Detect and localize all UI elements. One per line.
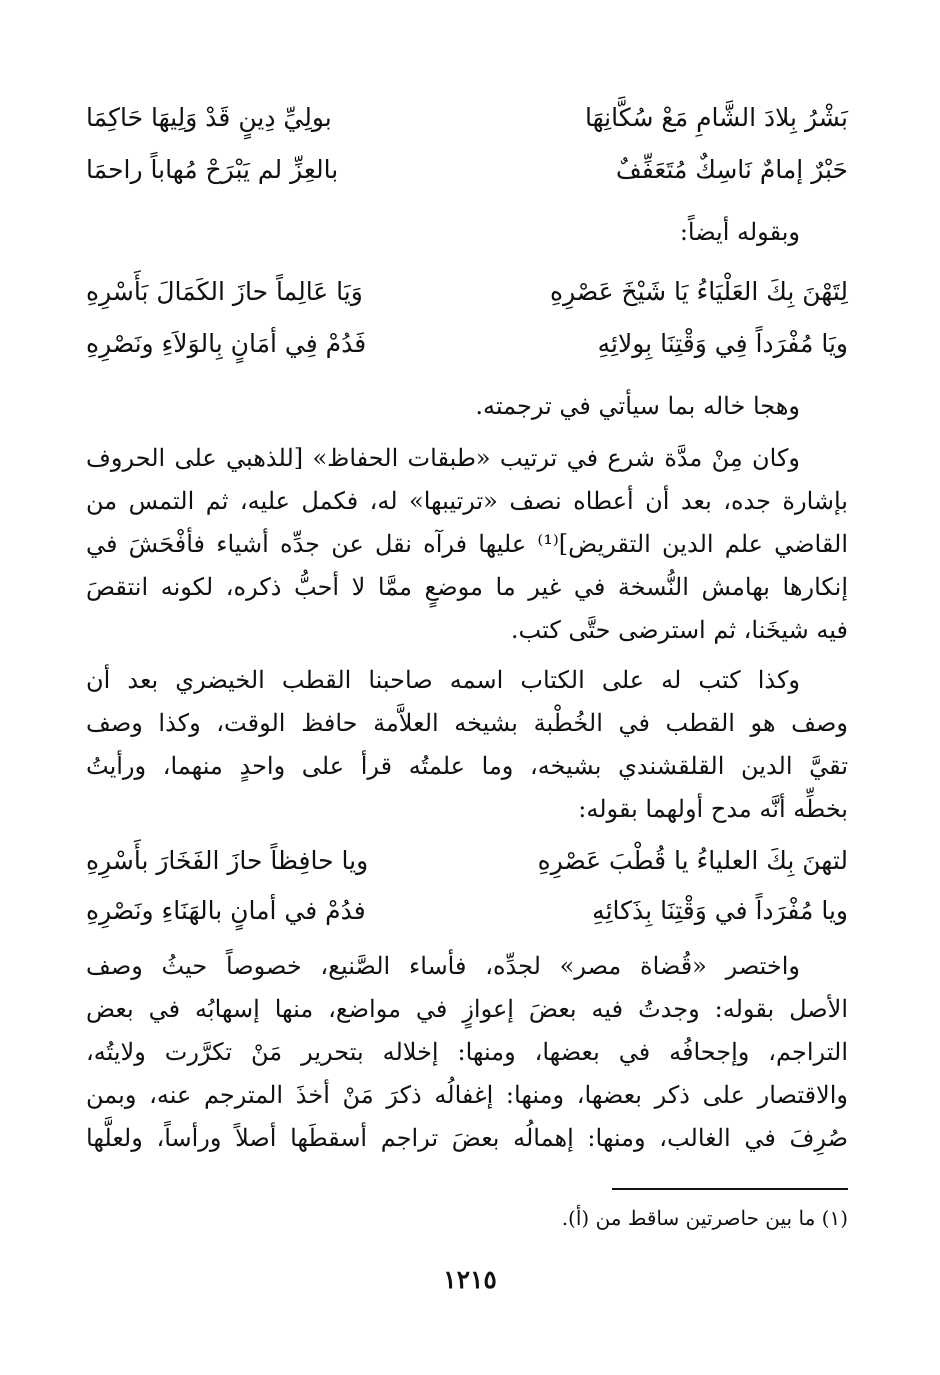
- verse-second-hemistich: فَدُمْ فِي أمَانٍ بِالوَلاَءِ ونَصْرِهِ: [86, 329, 367, 358]
- verse-first-hemistich: ويا مُفْرَداً في وَقْتِنَا بِذَكائِهِ: [592, 896, 848, 925]
- paragraph-line: بخطِّه أنَّه مدح أولهما بقوله:: [578, 795, 848, 823]
- poem-verse: [86, 100, 848, 136]
- poem-verse: [86, 274, 848, 310]
- paragraph-line: وكان مِنْ مدَّة شرع في ترتيب «طبقات الحفاظ» [للذهبي على الحروف: [86, 444, 800, 472]
- paragraph-line: وصف هو القطب في الخُطْبة بشيخه العلاَّمة حافظ الوقت، وكذا وصف: [86, 709, 848, 737]
- verse-second-hemistich: ويا حافِظاً حازَ الفَخَارَ بأَسْرِهِ: [86, 846, 369, 875]
- paragraph-line: وكذا كتب له على الكتاب اسمه صاحبنا القطب الخيضري بعد أن: [86, 666, 800, 694]
- paragraph-line: تقيَّ الدين القلقشندي بشيخه، وما علمتُه قرأ على واحدٍ منهما، ورأيتُ: [86, 752, 848, 780]
- paragraph-line: إنكارها بهامش النُّسخة في غير ما موضعٍ ممَّا لا أحبُّ ذكره، لكونه انتقصَ: [86, 573, 848, 601]
- verse-first-hemistich: بَشْرُ بِلادَ الشَّامِ مَعْ سُكَّانِهَا: [585, 103, 848, 132]
- paragraph-line: فيه شيخَنا، ثم استرضى حتَّى كتب.: [510, 616, 848, 644]
- footnote: (١) ما بين حاصرتين ساقط من (أ).: [561, 1206, 848, 1230]
- paragraph-line: القاضي علم الدين التقريض]⁽¹⁾ عليها فرآه نقل عن جدِّه أشياء فأفْحَشَ في: [86, 530, 848, 558]
- verse-first-hemistich: حَبْرٌ إمامٌ نَاسِكٌ مُتَعَفِّفٌ: [615, 155, 848, 184]
- paragraph-line: واختصر «قُضاة مصر» لجدِّه، فأساء الصَّنيع، خصوصاً حيثُ وصف: [86, 952, 800, 980]
- poem-verse: [86, 843, 848, 879]
- poem-verse: [86, 152, 848, 188]
- intro-line: وبقوله أيضاً:: [679, 218, 800, 246]
- verse-first-hemistich: ويَا مُفْرَداً فِي وَقْتِنَا بِولائِهِ: [597, 329, 848, 358]
- poem-verse: [86, 893, 848, 929]
- verse-second-hemistich: فدُمْ في أمانٍ بالهَنَاءِ ونَصْرِهِ: [86, 896, 366, 925]
- paragraph-line: وهجا خاله بما سيأتي في ترجمته.: [475, 392, 800, 420]
- verse-second-hemistich: بالعِزِّ لم يَبْرَحْ مُهاباً راحمَا: [86, 155, 339, 184]
- paragraph-line: الأصل بقوله: وجدتُ فيه بعضَ إعوازٍ في مواضع، منها إسهابُه في بعض: [86, 995, 848, 1023]
- verse-second-hemistich: وَيَا عَالِماً حازَ الكَمَالَ بَأَسْرِهِ: [86, 277, 363, 306]
- paragraph-line: صُرِفَ في الغالب، ومنها: إهمالُه بعضَ تراجم أسقطَها أصلاً ورأساً، ولعلَّها: [86, 1124, 848, 1152]
- verse-second-hemistich: بولِيِّ دِينٍ قَدْ وَلِيهَا حَاكِمَا: [86, 103, 332, 132]
- footnote-divider: [612, 1188, 848, 1190]
- poem-verse: [86, 326, 848, 362]
- paragraph-line: والاقتصار على ذكر بعضها، ومنها: إغفالُه ذكرَ مَنْ أخذَ المترجم عنه، وبمن: [86, 1081, 848, 1109]
- verse-first-hemistich: لِتَهْنَ بِكَ العَلْيَاءُ يَا شَيْخَ عَصْرِهِ: [550, 277, 848, 306]
- paragraph-line: بإشارة جده، بعد أن أعطاه نصف «ترتيبها» له، فكمل عليه، ثم التمس من: [86, 487, 848, 515]
- paragraph-line: التراجم، وإجحافُه في بعضها، ومنها: إخلاله بتحرير مَنْ تكرَّرت ولايتُه،: [86, 1038, 848, 1066]
- page-number: ١٢١٥: [443, 1265, 497, 1294]
- verse-first-hemistich: لتهنَ بِكَ العلياءُ يا قُطْبَ عَصْرِهِ: [537, 846, 848, 875]
